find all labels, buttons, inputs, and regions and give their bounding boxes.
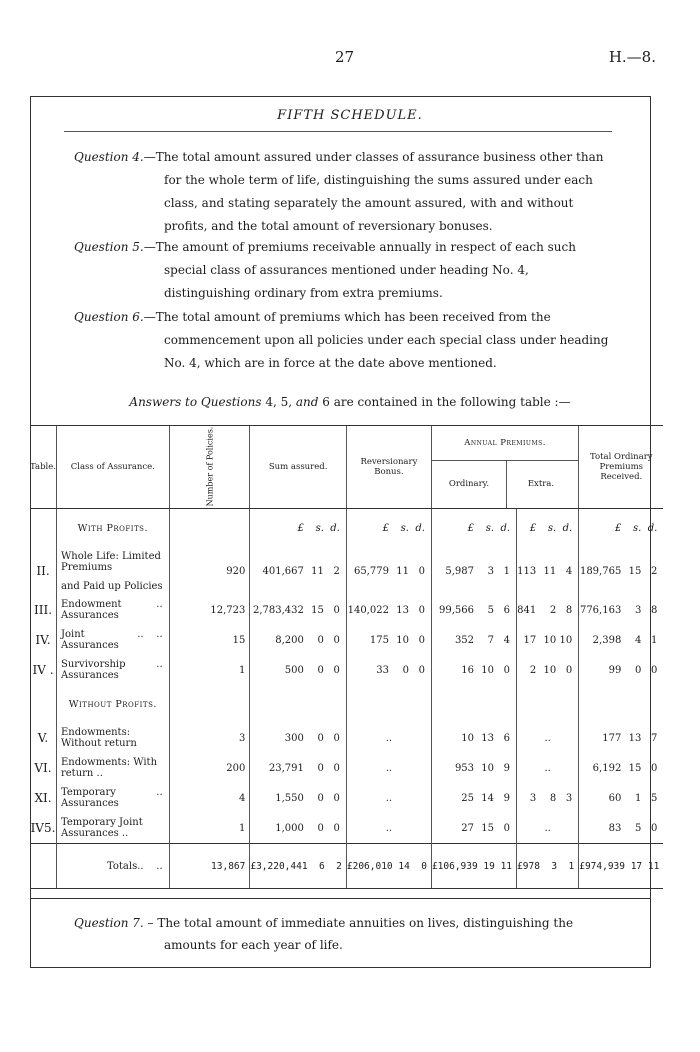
header-annual: Annual Premiums. — [432, 426, 578, 461]
number-of-policies: 3 — [169, 723, 250, 753]
empty-value: .. — [385, 732, 393, 744]
table-number: VI. — [34, 761, 52, 775]
answers-line — [0, 395, 700, 409]
amount-value: 140,022 13 0 — [347, 604, 425, 616]
header-annual-premiums — [431, 426, 578, 509]
table-header-row — [30, 426, 663, 509]
question-text: – The total amount of immediate annuities on lives, distinguishing the amounts for each year of life. — [147, 916, 574, 952]
section-row: With Profits. £ s. d. £ s. d. £ s. d. £ s. d. £ s. d. — [30, 509, 663, 548]
empty-value: .. — [544, 822, 551, 834]
amount-value: 300 0 0 — [284, 732, 340, 744]
class-of-assurance: Whole Life: Limited Premiums and Paid up Policies — [56, 547, 169, 595]
table-row — [30, 783, 663, 813]
unit-pound: £ — [297, 522, 304, 534]
premiums-table — [30, 425, 663, 889]
question7-rule — [31, 898, 650, 899]
amount-value: 2,398 4 1 — [592, 634, 658, 646]
section-row — [30, 685, 663, 723]
amount-value: 500 0 0 — [284, 664, 340, 676]
amount-value: 2,783,432 15 0 — [252, 604, 340, 616]
answers-suffix: are contained in the following table :— — [333, 395, 571, 409]
amount-value: 17 10 10 — [523, 634, 573, 646]
amount-value: 65,779 11 0 — [353, 565, 425, 577]
class-of-assurance: Survivorship Assurances .. — [56, 655, 169, 685]
header-number: Number of Policies. — [169, 426, 250, 509]
table-number: XI. — [34, 791, 52, 805]
total-extra: £978 3 1 — [517, 844, 579, 889]
empty-value: .. — [544, 762, 551, 774]
table-number: IV . — [32, 663, 54, 677]
total-sum: £3,220,441 6 2 — [250, 844, 347, 889]
amount-value: 27 15 0 — [461, 822, 511, 834]
amount-value: 352 7 4 — [454, 634, 511, 646]
question-4 — [74, 146, 614, 238]
table-row — [30, 813, 663, 844]
amount-value: 60 1 5 — [608, 792, 658, 804]
amount-value: 2 10 0 — [529, 664, 573, 676]
schedule-title: FIFTH SCHEDULE. — [277, 108, 423, 123]
amount-value: 6,192 15 0 — [592, 762, 658, 774]
class-of-assurance: Temporary Assurances .. — [56, 783, 169, 813]
table-row — [30, 595, 663, 625]
question-text: —The total amount assured under classes of assurance business other than for the whole term of life, distinguishing the sums assured under each class, and stating separately the amount assured, with and without profits, and the total amount of reversionary bonuses. — [143, 150, 604, 233]
totals-label: Totals — [106, 860, 138, 872]
amount-value: 10 13 6 — [461, 732, 511, 744]
number-of-policies: 12,723 — [169, 595, 250, 625]
amount-value: 776,163 3 8 — [579, 604, 658, 616]
question-label: Question 7. — [74, 916, 144, 930]
question-text: —The amount of premiums receivable annually in respect of each such special class of assurances mentioned under heading No. 4, distinguishing ordinary from extra premiums. — [143, 240, 576, 300]
amount-value: 177 13 7 — [602, 732, 658, 744]
class-of-assurance: Endowments: Without return — [56, 723, 169, 753]
table-number: IV. — [35, 633, 51, 647]
question-label: Question 4. — [74, 150, 144, 164]
table-number: II. — [36, 564, 50, 578]
answers-prefix: Answers to Questions — [129, 395, 262, 409]
table-number: V. — [37, 731, 49, 745]
answers-six: 6 — [322, 395, 330, 409]
class-of-assurance: Endowments: With return .. — [56, 753, 169, 783]
answers-numbers: 4, 5, — [265, 395, 293, 409]
total-num: 13,867 — [169, 844, 250, 889]
table-row — [30, 547, 663, 595]
total-total: £974,939 17 11 — [579, 844, 664, 889]
class-of-assurance: Temporary Joint Assurances .. — [56, 813, 169, 844]
number-of-policies: 200 — [169, 753, 250, 783]
total-bonus: £206,010 14 0 — [346, 844, 431, 889]
amount-value: 3 8 3 — [529, 792, 573, 804]
question-5 — [74, 236, 614, 305]
header-total: Total Ordinary Premiums Received. — [579, 426, 664, 509]
total-ord: £106,939 19 11 — [431, 844, 516, 889]
amount-value: 1,550 0 0 — [275, 792, 340, 804]
amount-value: 16 10 0 — [461, 664, 511, 676]
title-rule — [64, 131, 612, 132]
table-number: III. — [33, 603, 53, 617]
table-number: IV5. — [30, 821, 56, 835]
question-6 — [74, 306, 614, 375]
amount-value: 175 10 0 — [369, 634, 425, 646]
header-extra: Extra. — [506, 461, 575, 508]
amount-value: 189,765 15 2 — [579, 565, 658, 577]
question-text: —The total amount of premiums which has been received from the commencement upon all policies under each special class under heading No. 4, which are in force at the date above mentioned. — [143, 310, 609, 370]
number-of-policies: 1 — [169, 813, 250, 844]
amount-value: 953 10 9 — [454, 762, 511, 774]
header-class: Class of Assurance. — [56, 426, 169, 509]
amount-value: 25 14 9 — [461, 792, 511, 804]
table-row — [30, 655, 663, 685]
header-sum: Sum assured. — [250, 426, 347, 509]
empty-value: .. — [385, 762, 393, 774]
amount-value: 83 5 0 — [608, 822, 658, 834]
amount-value: 5,987 3 1 — [445, 565, 511, 577]
answers-and: and — [295, 395, 319, 409]
number-of-policies: 15 — [169, 625, 250, 655]
amount-value: 99 0 0 — [608, 664, 658, 676]
number-of-policies: 920 — [169, 547, 250, 595]
question-label: Question 5. — [74, 240, 144, 254]
header-table: Table. — [30, 426, 56, 509]
amount-value: 8,200 0 0 — [275, 634, 340, 646]
totals-row: Totals .. .. 13,867 £3,220,441 6 2 £206,010 14 0 £106,939 19 11 £978 3 1 £974,939 17 11 — [30, 844, 663, 889]
header-bonus: Reversionary Bonus. — [346, 426, 431, 509]
amount-value: 401,667 11 2 — [262, 565, 340, 577]
amount-value: 23,791 0 0 — [268, 762, 340, 774]
header-ordinary: Ordinary. — [448, 479, 490, 489]
amount-value: 99,566 5 6 — [439, 604, 511, 616]
section-without-profits: Without Profits. — [56, 685, 169, 723]
amount-value: 113 11 4 — [517, 565, 573, 577]
page-reference: H.—8. — [608, 48, 656, 66]
empty-value: .. — [385, 822, 393, 834]
number-of-policies: 4 — [169, 783, 250, 813]
amount-value: 1,000 0 0 — [275, 822, 340, 834]
amount-value: 841 2 8 — [517, 604, 573, 616]
empty-value: .. — [385, 792, 393, 804]
page-number: 27 — [335, 48, 355, 66]
section-with-profits: With Profits. — [56, 509, 169, 548]
table-row — [30, 753, 663, 783]
class-of-assurance: Joint Assurances .. .. — [56, 625, 169, 655]
amount-value: 33 0 0 — [376, 664, 425, 676]
table-row — [30, 723, 663, 753]
class-of-assurance: Endowment Assurances .. — [56, 595, 169, 625]
empty-value: .. — [544, 732, 551, 744]
number-of-policies: 1 — [169, 655, 250, 685]
table-row — [30, 625, 663, 655]
question-7 — [74, 912, 614, 956]
question-label: Question 6. — [74, 310, 144, 324]
